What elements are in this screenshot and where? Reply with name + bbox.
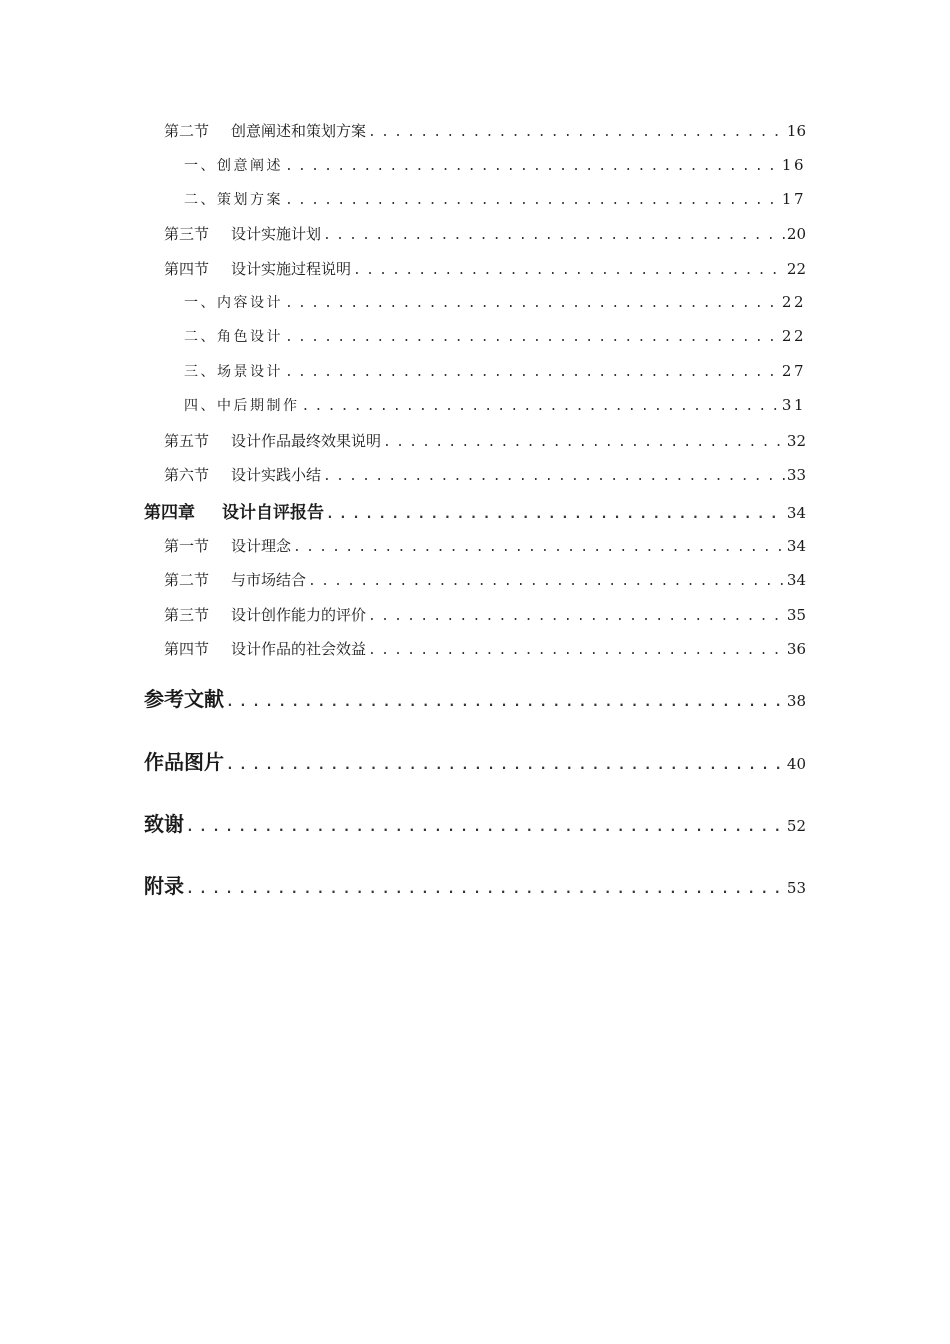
toc-entry-number: 第二节 [164, 122, 210, 140]
dot-leader [323, 229, 785, 242]
toc-entry-number: 第四节 [164, 640, 210, 658]
toc-entry-title: 设计自评报告 [222, 503, 324, 523]
toc-entry-title: 设计作品最终效果说明 [231, 432, 382, 450]
toc-entry-page: 40 [786, 755, 806, 773]
toc-entry [164, 464, 806, 485]
toc-entry [184, 292, 806, 312]
toc-major-entry [144, 746, 806, 775]
toc-entry-page: 34 [786, 504, 806, 522]
toc-entry-title: 二、策划方案 [184, 192, 283, 208]
toc-entry-label [164, 430, 381, 451]
toc-entry-label [164, 258, 351, 279]
toc-entry-title: 二、角色设计 [184, 329, 283, 345]
toc-entry-title: 作品图片 [144, 750, 224, 774]
dot-leader [285, 297, 780, 310]
dot-leader [186, 821, 785, 834]
toc-entry-title: 设计作品的社会效益 [231, 640, 367, 658]
toc-entry-page: 34 [786, 571, 806, 589]
toc-entry [164, 535, 806, 556]
dot-leader [368, 610, 785, 623]
dot-leader [226, 759, 785, 772]
toc-entry [184, 189, 806, 209]
toc-entry-label [164, 223, 321, 244]
toc-entry-page: 52 [786, 817, 806, 835]
toc-entry-title: 附录 [144, 874, 184, 898]
toc-entry-title: 致谢 [144, 812, 184, 836]
toc-entry [164, 430, 806, 451]
toc-entry-number: 第五节 [164, 432, 210, 450]
dot-leader [368, 644, 785, 657]
toc-entry-number: 第六节 [164, 466, 210, 484]
toc-entry-page: 32 [786, 432, 806, 450]
toc-entry-page: 17 [781, 190, 806, 208]
dot-leader [285, 160, 780, 173]
toc-major-entry [144, 683, 806, 712]
toc-entry [164, 223, 806, 244]
toc-entry-page: 38 [786, 692, 806, 710]
dot-leader [368, 126, 785, 139]
toc-entry-title: 设计创作能力的评价 [231, 606, 367, 624]
toc-entry-number: 第三节 [164, 606, 210, 624]
dot-leader [353, 264, 785, 277]
toc-entry-title: 一、创意阐述 [184, 158, 283, 174]
toc-entry-page: 27 [781, 362, 806, 380]
toc-entry-title: 与市场结合 [231, 571, 307, 589]
dot-leader [308, 575, 785, 588]
dot-leader [323, 470, 785, 483]
toc-entry-title: 三、场景设计 [184, 364, 283, 380]
toc-entry-title: 设计理念 [231, 537, 292, 555]
toc-entry-page: 22 [786, 260, 806, 278]
dot-leader [302, 400, 780, 413]
toc-entry [164, 569, 806, 590]
toc-entry-label [144, 498, 324, 523]
toc-entry-page: 36 [786, 640, 806, 658]
toc-entry-page: 16 [786, 122, 806, 140]
toc-entry-label [164, 464, 321, 485]
toc-entry-label [164, 569, 306, 590]
toc-entry-number: 第一节 [164, 537, 210, 555]
toc-entry-label [164, 120, 366, 141]
toc-entry [184, 326, 806, 346]
toc-entry-number: 第二节 [164, 571, 210, 589]
toc-entry-page: 34 [786, 537, 806, 555]
toc-entry-number: 第三节 [164, 225, 210, 243]
dot-leader [285, 331, 780, 344]
dot-leader [326, 508, 785, 521]
toc-entry [184, 395, 806, 415]
toc-entry-page: 53 [786, 879, 806, 897]
toc-chapter-entry [144, 498, 806, 523]
dot-leader [186, 883, 785, 896]
toc-entry [164, 120, 806, 141]
toc-entry [164, 604, 806, 625]
toc-entry-page: 22 [781, 293, 806, 311]
dot-leader [293, 541, 785, 554]
toc-entry-title: 设计实施过程说明 [231, 260, 352, 278]
toc-entry [184, 361, 806, 381]
toc-entry-number: 第四章 [144, 503, 195, 523]
toc-entry-title: 创意阐述和策划方案 [231, 122, 367, 140]
toc-entry-page: 16 [781, 156, 806, 174]
toc-entry-title: 一、内容设计 [184, 295, 283, 311]
toc-major-entry [144, 808, 806, 837]
toc-entry-title: 设计实践小结 [231, 466, 322, 484]
toc-major-entry [144, 870, 806, 899]
toc-entry-page: 20 [786, 225, 806, 243]
toc-entry [164, 258, 806, 279]
toc-entry [184, 155, 806, 175]
toc-entry-label [164, 604, 366, 625]
toc-entry-page: 35 [786, 606, 806, 624]
dot-leader [226, 696, 785, 709]
dot-leader [285, 194, 780, 207]
toc-entry-number: 第四节 [164, 260, 210, 278]
toc-entry-title: 参考文献 [144, 687, 224, 711]
dot-leader [383, 436, 785, 449]
toc-entry-label [164, 535, 291, 556]
toc-entry [164, 638, 806, 659]
dot-leader [285, 366, 780, 379]
toc-entry-page: 33 [786, 466, 806, 484]
toc-entry-title: 设计实施计划 [231, 225, 322, 243]
toc-entry-page: 22 [781, 327, 806, 345]
toc-entry-label [164, 638, 366, 659]
toc-entry-title: 四、中后期制作 [184, 398, 300, 414]
toc-entry-page: 31 [781, 396, 806, 414]
